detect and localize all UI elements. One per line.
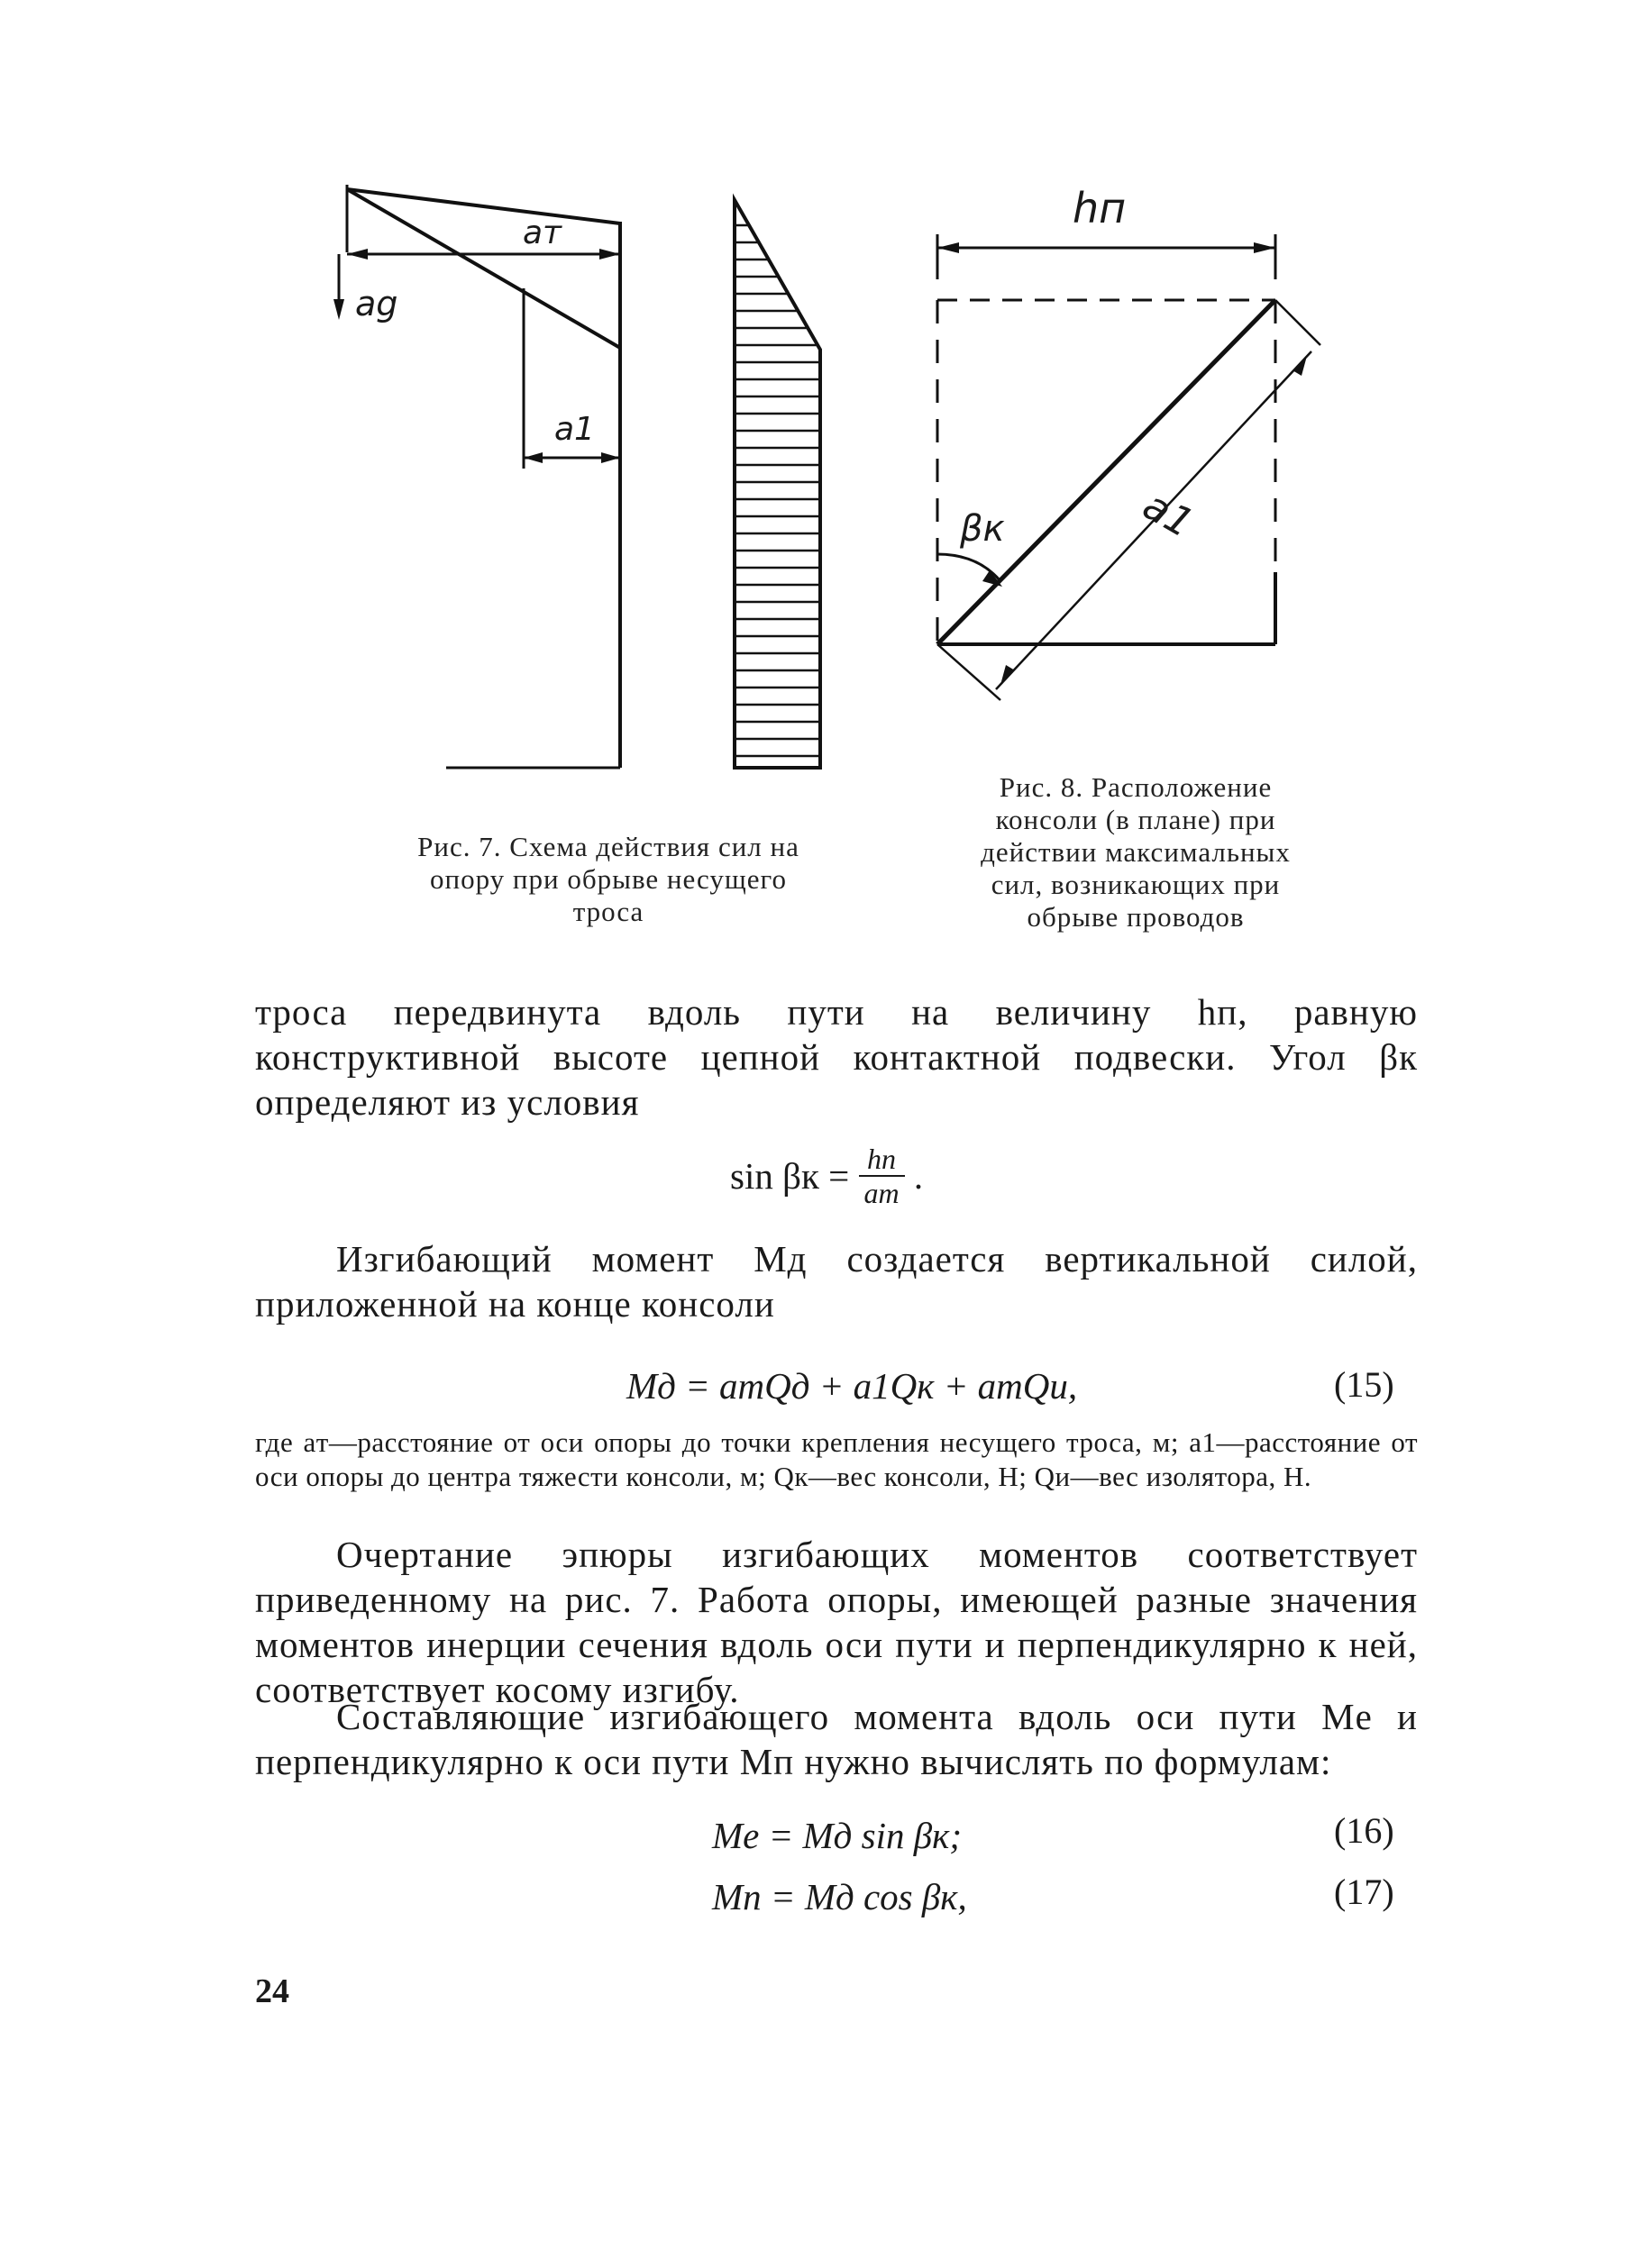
formula-15-legend: где aт—расстояние от оси опоры до точки крепления несущего троса, м; a1—расстояние от оси опоры до центра тяжести консоли, м; Qк—вес консоли, Н; Qи—вес изолятора, Н.	[255, 1426, 1418, 1492]
figure-8-caption-line-5: обрыве проводов	[1027, 901, 1245, 933]
equation-number-15: (15)	[1334, 1364, 1394, 1405]
formula-16: Me = Mд sin βк;	[712, 1815, 963, 1856]
label-a-1: a1	[554, 411, 595, 448]
equation-number-17: (17)	[1334, 1872, 1394, 1912]
page-number: 24	[255, 1972, 289, 2010]
formula-sin-beta-left: sin βк =	[730, 1155, 859, 1197]
label-beta-k: βк	[960, 508, 1005, 550]
figure-8-caption	[928, 771, 1343, 934]
paragraph-4: Составляющие изгибающего момента вдоль оси пути Me и перпендикулярно к оси пути Mп нужно вычислять по формулам:	[255, 1696, 1418, 1782]
formula-17: Mп = Mд cos βк,	[712, 1876, 967, 1917]
moment-diagram-hatching	[735, 225, 820, 756]
paragraph-2: Изгибающий момент Mд создается вертикальной силой, приложенной на конце консоли	[255, 1238, 1418, 1325]
figure-8-caption-line-2: консоли (в плане) при	[995, 804, 1276, 835]
formula-15: Mд = aтQд + a1Qк + aтQи,	[626, 1365, 1078, 1407]
figure-8-caption-line-1: Рис. 8. Расположение	[999, 771, 1273, 803]
paragraph-3: Очертание эпюры изгибающих моментов соответствует приведенному на рис. 7. Работа опоры, имеющей разные значения моментов инерции сечения вдоль оси пути и перпендикулярно к ней, соответствует косому изгибу.	[255, 1534, 1418, 1710]
figure-7-diagram	[333, 171, 856, 784]
figure-7-caption	[352, 831, 865, 928]
label-a-1-fig8: a1	[1135, 482, 1201, 548]
figure-7-caption-line-2: опору при обрыве несущего	[430, 863, 787, 895]
moment-diagram	[735, 200, 820, 768]
figure-7-caption-line-1: Рис. 7. Схема действия сил на	[417, 831, 799, 862]
label-h-n: hп	[1073, 185, 1127, 232]
formula-sin-beta-fraction	[859, 1143, 905, 1209]
paragraph-1: троса передвинута вдоль пути на величину hп, равную конструктивной высоте цепной контактной подвески. Угол βк определяют из условия	[255, 991, 1418, 1123]
formula-sin-beta-denominator: aт	[863, 1177, 900, 1209]
figure-8-caption-line-4: сил, возникающих при	[991, 869, 1281, 900]
label-a-t: aт	[523, 214, 562, 251]
figure-8-caption-line-3: действии максимальных	[981, 836, 1291, 868]
equation-number-16: (16)	[1334, 1810, 1394, 1851]
formula-sin-beta	[730, 1143, 923, 1209]
figure-8-diagram	[910, 185, 1379, 725]
figure-7-caption-line-3: троса	[572, 896, 644, 927]
label-a-g: ag	[355, 284, 398, 323]
formula-sin-beta-numerator: hп	[859, 1143, 905, 1177]
formula-sin-beta-end: .	[913, 1155, 924, 1197]
